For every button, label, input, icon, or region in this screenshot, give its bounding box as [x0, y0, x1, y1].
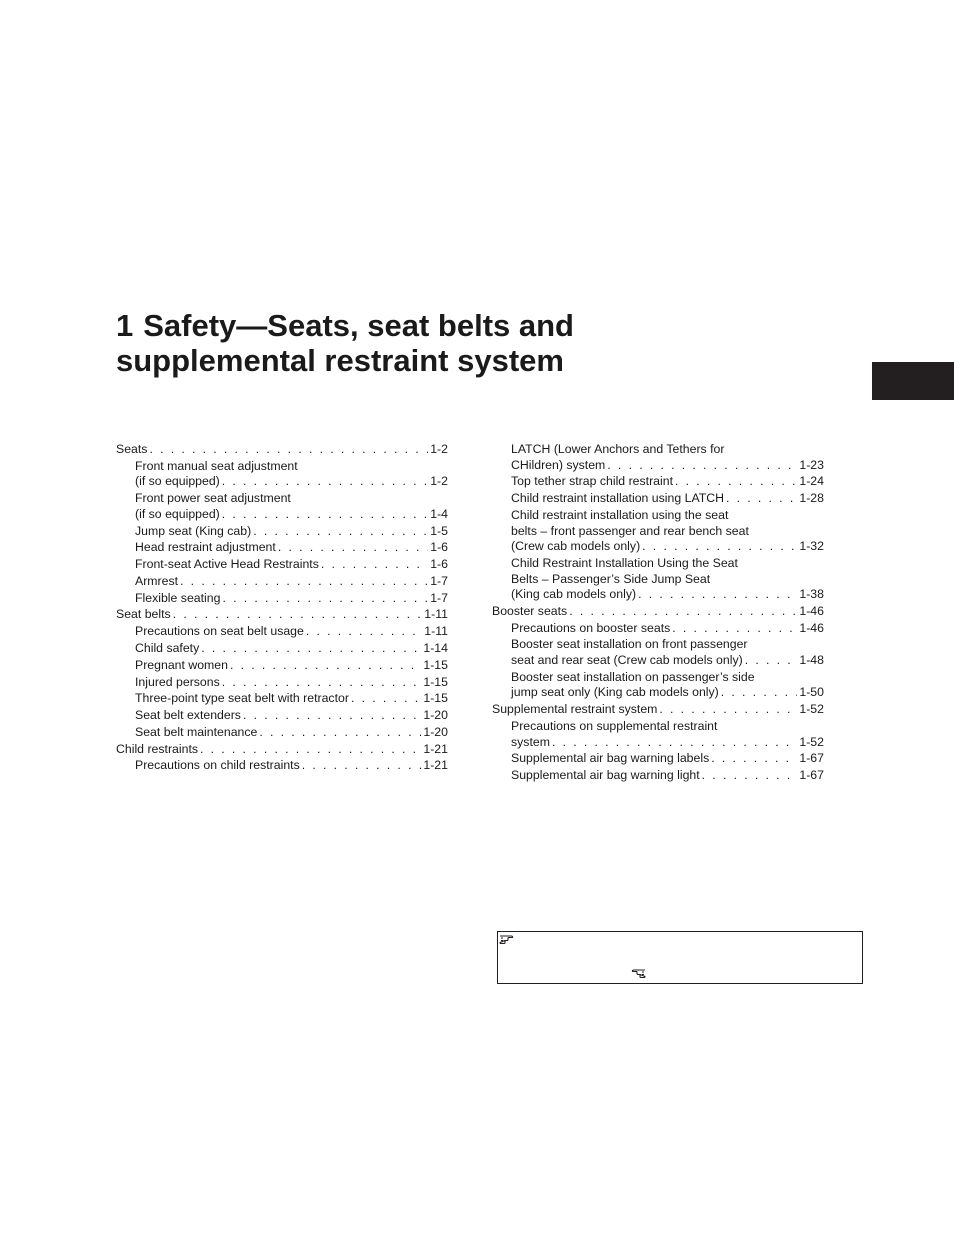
toc-entry-label: Booster seats — [492, 603, 568, 618]
dot-leader — [321, 557, 428, 573]
toc-entry-label: Supplemental air bag warning labels — [511, 751, 710, 766]
dot-leader — [230, 658, 421, 674]
toc-page-number: 1-48 — [799, 653, 824, 668]
chapter-title-line-1 — [116, 308, 574, 343]
toc-entry-row — [135, 725, 448, 741]
toc-page-number: 1-7 — [430, 590, 448, 605]
toc-entry-line: Front manual seat adjustment — [135, 458, 298, 473]
toc-entry-label: Seat belt extenders — [135, 708, 241, 723]
toc-entry-line: Child restraint installation using the seat — [511, 507, 729, 522]
toc-page-number: 1-21 — [423, 741, 448, 756]
dot-leader — [721, 685, 798, 701]
toc-entry-row — [135, 574, 448, 590]
toc-entry-label: Three-point type seat belt with retractor — [135, 691, 349, 706]
toc-entry-row — [511, 768, 824, 784]
dot-leader — [180, 574, 428, 590]
dot-leader — [672, 621, 797, 637]
toc-entry-label: Child restraint installation using LATCH — [511, 491, 725, 506]
toc-subsection[interactable] — [116, 557, 448, 573]
toc-page-number: 1-46 — [799, 603, 824, 618]
dot-leader — [200, 742, 421, 758]
toc-entry-row — [135, 758, 448, 774]
toc-entry-label: Armrest — [135, 573, 179, 588]
toc-entry-label: Pregnant women — [135, 657, 228, 672]
toc-subsection[interactable] — [116, 725, 448, 741]
toc-page-number: 1-2 — [430, 474, 448, 489]
toc-entry-line: Booster seat installation on front passenger — [511, 637, 748, 652]
dot-leader — [201, 641, 421, 657]
toc-subsection[interactable] — [116, 691, 448, 707]
toc-entry-row — [135, 691, 448, 707]
toc-page-number: 1-67 — [799, 768, 824, 783]
toc-entry-row — [135, 708, 448, 724]
toc-subsection[interactable] — [116, 675, 448, 691]
toc-page-number: 1-11 — [424, 607, 448, 622]
toc-entry-line: LATCH (Lower Anchors and Tethers for — [511, 442, 725, 456]
toc-entry-row — [116, 607, 448, 623]
dot-leader — [173, 607, 423, 623]
toc-page-number: 1-15 — [423, 657, 448, 672]
toc-page-number: 1-21 — [423, 758, 448, 773]
toc-entry-label: system — [511, 734, 550, 749]
dot-leader — [642, 539, 797, 555]
toc-entry-label: Seat belt maintenance — [135, 724, 258, 739]
dot-leader — [222, 675, 422, 691]
dot-leader — [351, 691, 421, 707]
toc-subsection[interactable] — [492, 768, 824, 784]
toc-entry-row — [135, 474, 448, 490]
toc-page-number: 1-15 — [423, 691, 448, 706]
dot-leader — [569, 604, 797, 620]
toc-page-number: 1-14 — [423, 641, 448, 655]
dot-leader — [222, 474, 428, 490]
dot-leader — [711, 751, 797, 767]
toc-page-number: 1-32 — [799, 539, 824, 554]
toc-page-number: 1-6 — [430, 540, 448, 555]
dot-leader — [745, 653, 798, 669]
toc-entry-label: Child safety — [135, 641, 200, 655]
toc-entry-label: (if so equipped) — [135, 474, 220, 489]
toc-subsection[interactable] — [492, 621, 824, 637]
toc-entry-line: Belts – Passenger’s Side Jump Seat — [511, 571, 711, 586]
toc-entry-label: Jump seat (King cab) — [135, 523, 252, 538]
toc-entry-label: Precautions on seat belt usage — [135, 624, 304, 639]
toc-entry-row — [135, 524, 448, 540]
toc-entry-row — [511, 539, 824, 555]
toc-subsection[interactable] — [492, 637, 824, 668]
toc-entry-label: seat and rear seat (Crew cab models only) — [511, 653, 743, 668]
toc-subsection[interactable] — [492, 751, 824, 767]
toc-entry-row — [135, 507, 448, 523]
toc-page-number: 1-11 — [424, 624, 448, 639]
toc-subsection[interactable] — [492, 719, 824, 750]
toc-entry-label: (Crew cab models only) — [511, 539, 641, 554]
toc-entry-row — [135, 591, 448, 607]
toc-page-number: 1-7 — [430, 573, 448, 588]
dot-leader — [638, 587, 797, 603]
toc-entry-row — [135, 624, 448, 640]
toc-entry-label: Precautions on child restraints — [135, 758, 300, 773]
dot-leader — [675, 474, 797, 490]
toc-section[interactable] — [492, 604, 824, 620]
pointing-hand-icon — [626, 966, 646, 979]
toc-entry-label: Supplemental air bag warning light — [511, 768, 700, 783]
toc-entry-row — [135, 557, 448, 573]
toc-entry-row — [135, 675, 448, 691]
dot-leader — [306, 624, 422, 640]
toc-subsection[interactable] — [116, 758, 448, 774]
toc-subsection[interactable] — [492, 508, 824, 555]
toc-subsection[interactable] — [116, 708, 448, 724]
dot-leader — [607, 458, 797, 474]
toc-subsection[interactable] — [116, 591, 448, 607]
toc-entry-row — [135, 641, 448, 657]
toc-subsection[interactable] — [116, 624, 448, 640]
toc-page-number: 1-2 — [430, 442, 448, 456]
toc-entry-label: Top tether strap child restraint — [511, 474, 673, 489]
toc-section[interactable] — [116, 607, 448, 623]
toc-entry-line: Precautions on supplemental restraint — [511, 718, 718, 733]
chapter-tab-marker — [872, 362, 954, 400]
toc-entry-row — [116, 442, 448, 458]
toc-entry-line: Booster seat installation on passenger’s side — [511, 669, 755, 684]
toc-entry-row — [511, 735, 824, 751]
toc-entry-row — [116, 742, 448, 758]
toc-entry-row — [511, 621, 824, 637]
toc-entry-row — [511, 587, 824, 603]
toc-entry-row — [135, 540, 448, 556]
pointing-hand-icon — [499, 932, 519, 945]
toc-page-number: 1-15 — [423, 674, 448, 689]
chapter-title-text-1: Safety—Seats, seat belts and — [143, 308, 574, 343]
dot-leader — [253, 524, 428, 540]
toc-page-number: 1-6 — [430, 557, 448, 572]
toc-section[interactable] — [116, 442, 448, 458]
toc-entry-row — [492, 604, 824, 620]
toc-entry-label: Seat belts — [116, 607, 171, 622]
toc-page-number: 1-5 — [430, 523, 448, 538]
toc-entry-row — [135, 658, 448, 674]
toc-page-number: 1-28 — [799, 491, 824, 506]
dot-leader — [222, 591, 428, 607]
dot-leader — [726, 491, 797, 507]
toc-entry-row — [511, 474, 824, 490]
toc-entry-label: (King cab models only) — [511, 587, 637, 602]
dot-leader — [243, 708, 421, 724]
toc-subsection[interactable] — [116, 459, 448, 490]
dot-leader — [278, 540, 428, 556]
toc-page-number: 1-23 — [799, 457, 824, 472]
dot-leader — [302, 758, 422, 774]
toc-page-number: 1-38 — [799, 587, 824, 602]
dot-leader — [222, 507, 428, 523]
toc-subsection[interactable] — [116, 641, 448, 657]
toc-entry-row — [492, 702, 824, 718]
toc-page-number: 1-52 — [799, 702, 824, 717]
toc-subsection[interactable] — [492, 491, 824, 507]
toc-entry-label: (if so equipped) — [135, 506, 220, 521]
note-box — [497, 931, 863, 984]
toc-subsection[interactable] — [116, 524, 448, 540]
toc-subsection[interactable] — [492, 670, 824, 701]
toc-subsection[interactable] — [492, 442, 824, 473]
toc-entry-label: jump seat only (King cab models only) — [511, 685, 719, 700]
toc-left-column — [116, 442, 448, 775]
toc-page-number: 1-4 — [430, 506, 448, 521]
chapter-title — [116, 308, 836, 378]
dot-leader — [552, 735, 797, 751]
toc-entry-label: Front-seat Active Head Restraints — [135, 557, 319, 572]
toc-page-number: 1-67 — [799, 751, 824, 766]
toc-subsection[interactable] — [116, 574, 448, 590]
toc-entry-line: belts – front passenger and rear bench seat — [511, 523, 749, 538]
toc-entry-row — [511, 491, 824, 507]
toc-entry-label: Flexible seating — [135, 590, 221, 605]
toc-page-number: 1-20 — [423, 708, 448, 723]
toc-section[interactable] — [492, 702, 824, 718]
toc-entry-row — [511, 458, 824, 474]
toc-section[interactable] — [116, 742, 448, 758]
toc-entry-row — [511, 653, 824, 669]
dot-leader — [259, 725, 421, 741]
toc-entry-label: Injured persons — [135, 674, 220, 689]
toc-subsection[interactable] — [492, 556, 824, 603]
toc-entry-label: Precautions on booster seats — [511, 620, 671, 635]
toc-entry-label: CHildren) system — [511, 457, 606, 472]
toc-page-number: 1-46 — [799, 620, 824, 635]
dot-leader — [659, 702, 797, 718]
toc-entry-label: Head restraint adjustment — [135, 540, 276, 555]
toc-subsection[interactable] — [116, 491, 448, 522]
toc-entry-label: Child restraints — [116, 741, 199, 756]
toc-entry-label: Supplemental restraint system — [492, 702, 658, 717]
toc-entry-label: Seats — [116, 442, 148, 456]
toc-subsection[interactable] — [492, 474, 824, 490]
dot-leader — [702, 768, 798, 784]
toc-page-number: 1-50 — [799, 685, 824, 700]
toc-page-number: 1-24 — [799, 474, 824, 489]
chapter-number: 1 — [116, 308, 134, 343]
toc-entry-line: Child Restraint Installation Using the Seat — [511, 555, 738, 570]
toc-page-number: 1-52 — [799, 734, 824, 749]
toc-subsection[interactable] — [116, 540, 448, 556]
toc-page-number: 1-20 — [423, 724, 448, 739]
toc-entry-row — [511, 685, 824, 701]
toc-entry-line: Front power seat adjustment — [135, 491, 291, 506]
dot-leader — [149, 442, 428, 458]
chapter-title-line-2: supplemental restraint system — [116, 343, 564, 378]
toc-right-column — [492, 442, 824, 785]
toc-subsection[interactable] — [116, 658, 448, 674]
toc-entry-row — [511, 751, 824, 767]
